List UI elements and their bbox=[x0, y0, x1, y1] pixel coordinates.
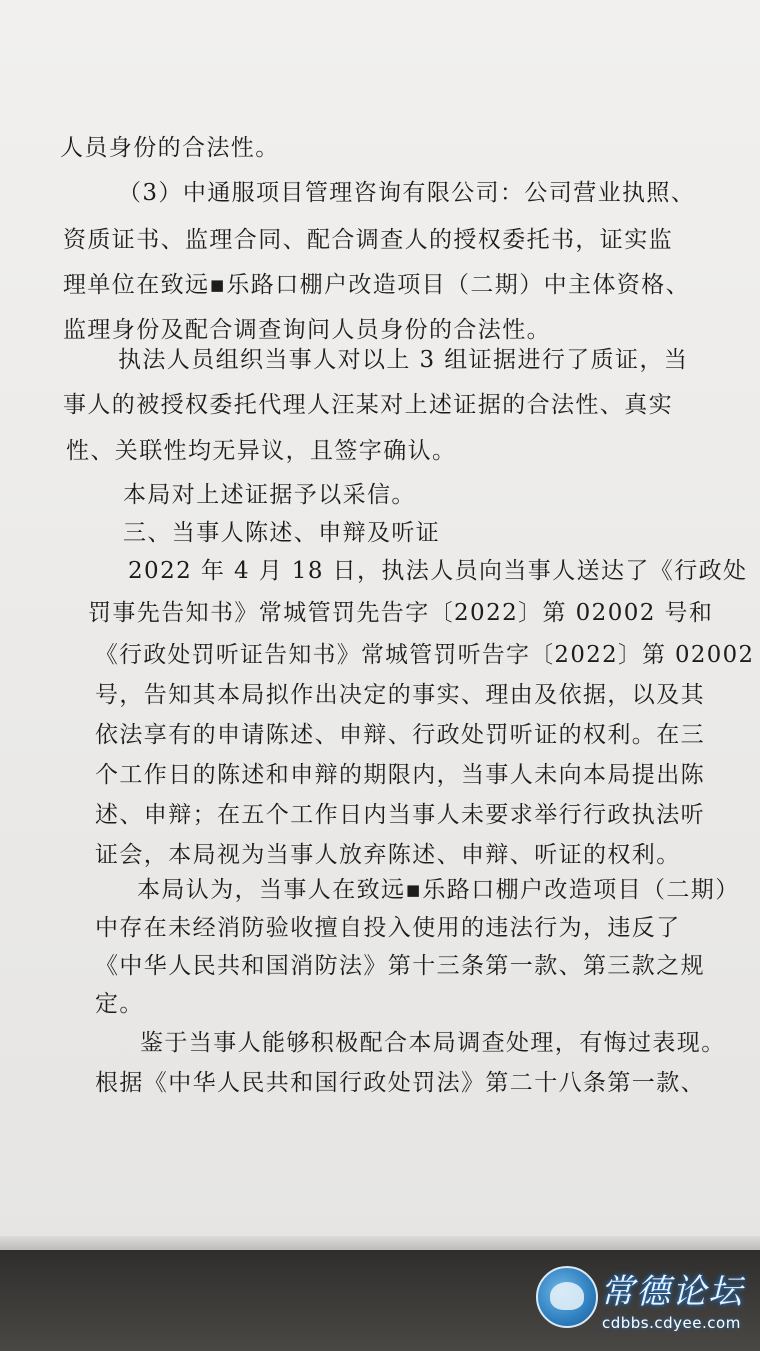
paper-bottom-edge bbox=[0, 1236, 760, 1250]
watermark-title: 常德论坛 bbox=[600, 1272, 744, 1312]
text-line: 事人的被授权委托代理人汪某对上述证据的合法性、真实 bbox=[63, 392, 673, 418]
text-line: 个工作日的陈述和申辩的期限内，当事人未向本局提出陈 bbox=[95, 762, 705, 788]
text-line: 述、申辩；在五个工作日内当事人未要求举行行政执法听 bbox=[95, 802, 705, 828]
text-line: 性、关联性均无异议，且签字确认。 bbox=[66, 438, 457, 464]
forum-logo-icon bbox=[536, 1266, 598, 1328]
forum-watermark bbox=[536, 1262, 746, 1342]
text-line: 《行政处罚听证告知书》常城管罚听告字〔2022〕第 02002 bbox=[95, 642, 755, 668]
watermark-url: cdbbs.cdyee.com bbox=[602, 1314, 741, 1332]
text-line: 《中华人民共和国消防法》第十三条第一款、第三款之规 bbox=[95, 953, 705, 979]
text-line: 人员身份的合法性。 bbox=[60, 135, 280, 161]
text-line: 号，告知其本局拟作出决定的事实、理由及依据，以及其 bbox=[95, 682, 705, 708]
text-line: 执法人员组织当事人对以上 3 组证据进行了质证，当 bbox=[118, 347, 689, 373]
text-line: 2022 年 4 月 18 日，执法人员向当事人送达了《行政处 bbox=[128, 558, 748, 584]
text-line: 依法享有的申请陈述、申辩、行政处罚听证的权利。在三 bbox=[95, 722, 705, 748]
text-line: （3）中通服项目管理咨询有限公司：公司营业执照、 bbox=[118, 180, 696, 206]
text-line: 定。 bbox=[95, 991, 144, 1017]
text-line: 资质证书、监理合同、配合调查人的授权委托书，证实监 bbox=[63, 227, 673, 253]
text-line: 本局对上述证据予以采信。 bbox=[123, 482, 416, 508]
text-line: 根据《中华人民共和国行政处罚法》第二十八条第一款、 bbox=[95, 1070, 705, 1096]
text-line: 本局认为，当事人在致远▪乐路口棚户改造项目（二期） bbox=[137, 877, 740, 903]
text-line: 理单位在致远▪乐路口棚户改造项目（二期）中主体资格、 bbox=[63, 272, 690, 298]
text-line: 证会，本局视为当事人放弃陈述、申辩、听证的权利。 bbox=[95, 842, 681, 868]
section-heading: 三、当事人陈述、申辩及听证 bbox=[123, 520, 441, 546]
text-line: 罚事先告知书》常城管罚先告字〔2022〕第 02002 号和 bbox=[88, 600, 714, 626]
text-line: 鉴于当事人能够积极配合本局调查处理，有悔过表现。 bbox=[140, 1030, 726, 1056]
text-line: 监理身份及配合调查询问人员身份的合法性。 bbox=[63, 317, 551, 343]
text-line: 中存在未经消防验收擅自投入使用的违法行为，违反了 bbox=[95, 915, 681, 941]
